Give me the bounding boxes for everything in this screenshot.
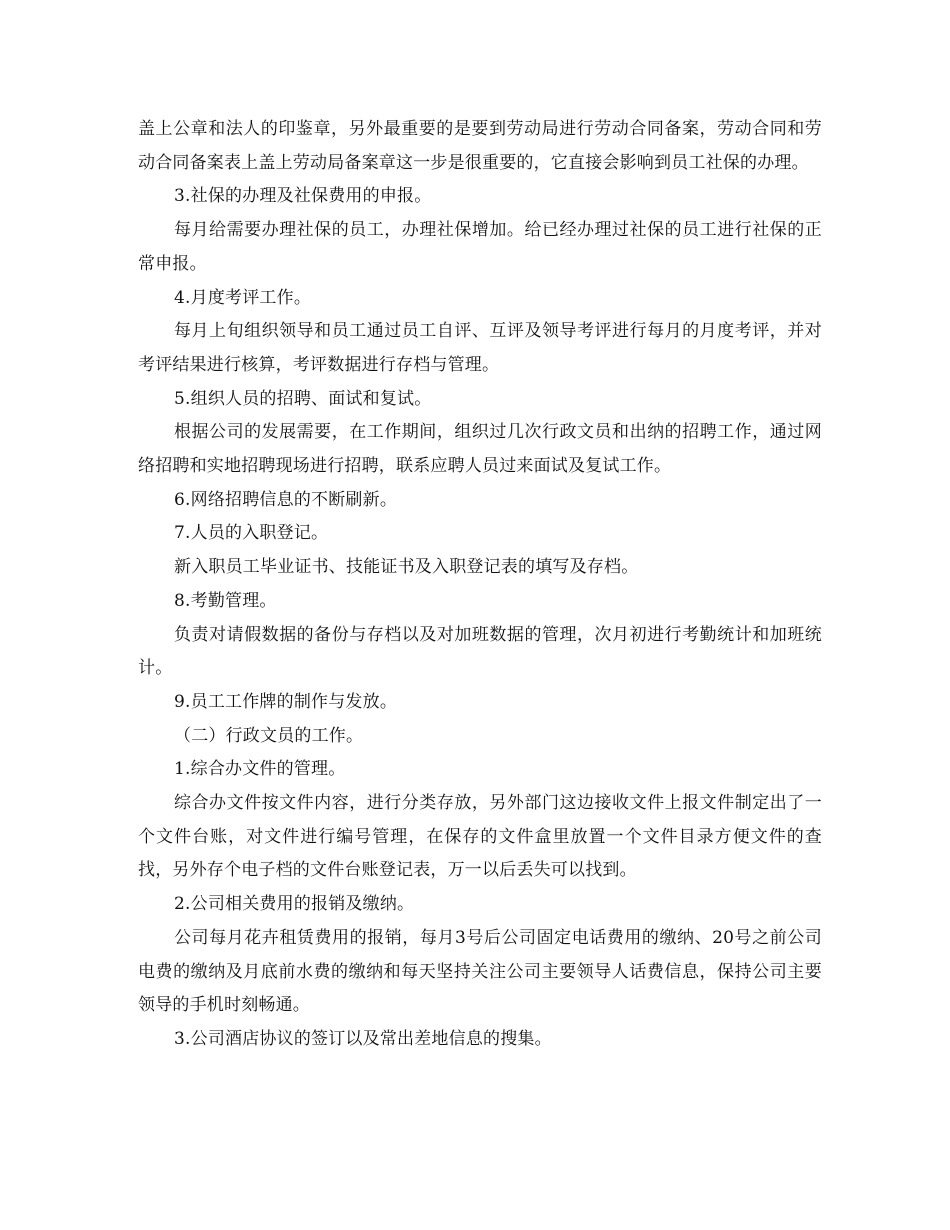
section-heading: 9.员工工作牌的制作与发放。	[174, 691, 398, 712]
paragraph: 负责对请假数据的备份与存档以及对加班数据的管理，次月初进行考勤统计和加班统计。	[138, 624, 822, 679]
section-heading: 5.组织人员的招聘、面试和复试。	[174, 388, 432, 409]
paragraph: 综合办文件按文件内容，进行分类存放，另外部门这边接收文件上报文件制定出了一个文件台账，对文件进行编号管理，在保存的文件盒里放置一个文件目录方便文件的查找，另外存个电子档的文件台账登记表，万一以后丢失可以找到。	[138, 793, 822, 881]
section-heading: 4.月度考评工作。	[174, 287, 312, 308]
paragraph: 新入职员工毕业证书、技能证书及入职登记表的填写及存档。	[174, 557, 639, 578]
chapter-heading: （二）行政文员的工作。	[174, 725, 364, 746]
section-heading: 6.网络招聘信息的不断刷新。	[174, 489, 398, 510]
paragraph: 根据公司的发展需要，在工作期间，组织过几次行政文员和出纳的招聘工作，通过网络招聘和实地招聘现场进行招聘，联系应聘人员过来面试及复试工作。	[138, 422, 822, 477]
section-heading: 3.公司酒店协议的签订以及常出差地信息的搜集。	[174, 1028, 552, 1049]
paragraph: 每月给需要办理社保的员工，办理社保增加。给已经办理过社保的员工进行社保的正常申报。	[138, 220, 822, 274]
section-heading: 2.公司相关费用的报销及缴纳。	[174, 894, 415, 915]
paragraph: 盖上公章和法人的印鉴章，另外最重要的是要到劳动局进行劳动合同备案，劳动合同和劳动合同备案表上盖上劳动局备案章这一步是很重要的，它直接会影响到员工社保的办理。	[138, 119, 822, 173]
document-body	[138, 113, 822, 1057]
paragraph: 每月上旬组织领导和员工通过员工自评、互评及领导考评进行每月的月度考评，并对考评结果进行核算，考评数据进行存档与管理。	[138, 321, 822, 375]
section-heading: 7.人员的入职登记。	[174, 523, 329, 544]
section-heading: 8.考勤管理。	[174, 590, 277, 611]
section-heading: 3.社保的办理及社保费用的申报。	[174, 186, 432, 207]
paragraph: 公司每月花卉租赁费用的报销，每月3号后公司固定电话费用的缴纳、20号之前公司电费的缴纳及月底前水费的缴纳和每天坚持关注公司主要领导人话费信息，保持公司主要领导的手机时刻畅通。	[138, 927, 822, 1016]
section-heading: 1.综合办文件的管理。	[174, 759, 346, 780]
